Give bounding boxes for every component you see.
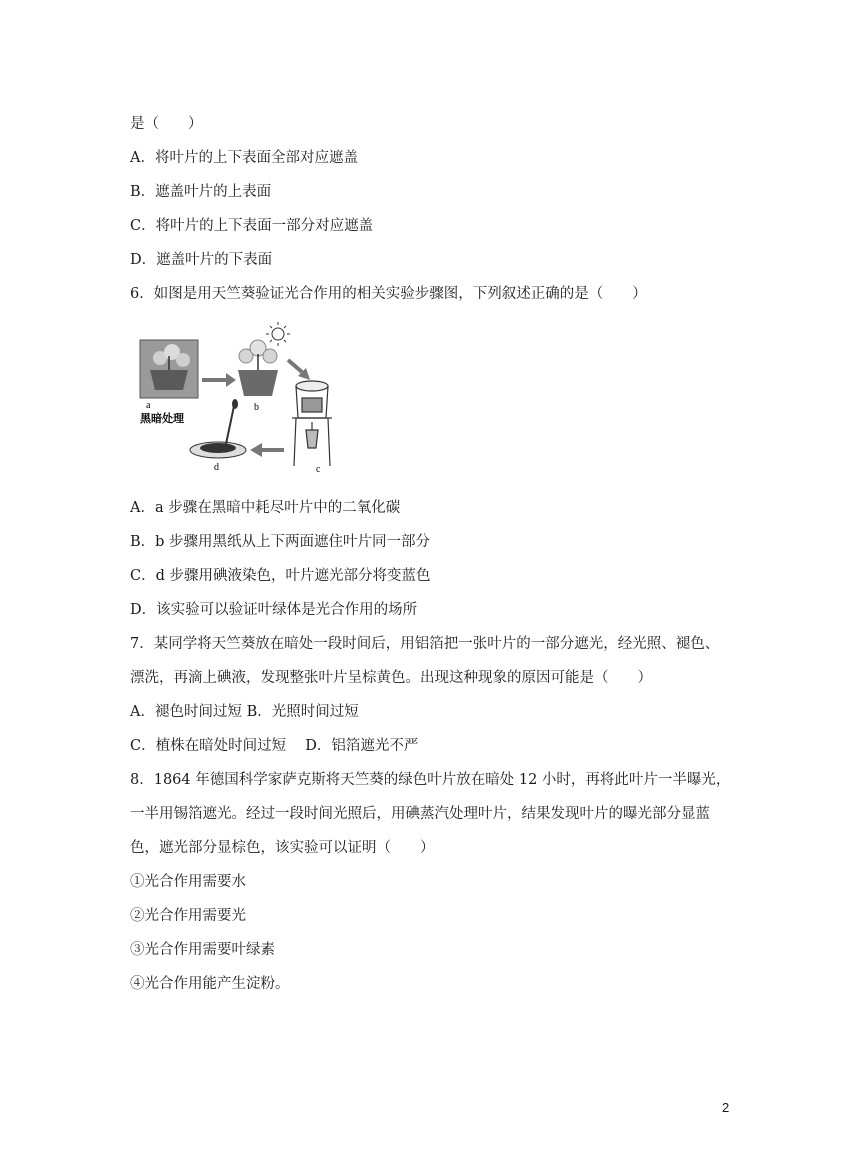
experiment-diagram [138, 318, 358, 480]
options-7ab: A．褪色时间过短 B．光照时间过短 [130, 704, 359, 720]
question-8-stem-line-3: 色，遮光部分显棕色，该实验可以证明（ ） [130, 840, 435, 856]
label-c: c [316, 464, 321, 475]
statement-8-2: ②光合作用需要光 [130, 908, 246, 924]
options-7cd: C．植株在暗处时间过短 D．铝箔遮光不严 [130, 738, 419, 754]
step-a-dark-plant-figure [140, 340, 198, 398]
step-d-iodine-staining-figure [190, 399, 246, 458]
option-6d: D．该实验可以验证叶绿体是光合作用的场所 [130, 602, 418, 618]
option-5a: A．将叶片的上下表面全部对应遮盖 [130, 150, 358, 166]
page-number: 2 [722, 1100, 730, 1115]
step-b-sunlit-plant-figure [238, 322, 290, 396]
question-5-stem-end: 是（ ） [130, 116, 203, 132]
label-d: d [214, 462, 219, 473]
step-c-heating-figure [292, 381, 332, 466]
option-6c: C．d 步骤用碘液染色，叶片遮光部分将变蓝色 [130, 568, 431, 584]
question-7-stem-line-1: 7．某同学将天竺葵放在暗处一段时间后，用铝箔把一张叶片的一部分遮光，经光照、褪色、 [130, 636, 720, 652]
option-5c: C．将叶片的上下表面一部分对应遮盖 [130, 218, 374, 234]
option-5d: D．遮盖叶片的下表面 [130, 252, 273, 268]
option-6a: A．a 步骤在黑暗中耗尽叶片中的二氧化碳 [130, 500, 401, 516]
question-7-stem-line-2: 漂洗，再滴上碘液，发现整张叶片呈棕黄色。出现这种现象的原因可能是（ ） [130, 670, 652, 686]
label-a-caption: 黑暗处理 [140, 412, 184, 425]
question-8-stem-line-1: 8．1864 年德国科学家萨克斯将天竺葵的绿色叶片放在暗处 12 小时，再将此叶片一半曝光， [130, 772, 731, 788]
question-6-stem: 6．如图是用天竺葵验证光合作用的相关实验步骤图，下列叙述正确的是（ ） [130, 286, 647, 302]
statement-8-3: ③光合作用需要叶绿素 [130, 942, 275, 958]
label-b: b [254, 402, 259, 413]
option-5b: B．遮盖叶片的上表面 [130, 184, 272, 200]
option-6b: B．b 步骤用黑纸从上下两面遮住叶片同一部分 [130, 534, 431, 550]
statement-8-1: ①光合作用需要水 [130, 874, 246, 890]
question-8-stem-line-2: 一半用锡箔遮光。经过一段时间光照后，用碘蒸汽处理叶片，结果发现叶片的曝光部分显蓝 [130, 806, 710, 822]
statement-8-4: ④光合作用能产生淀粉。 [130, 976, 290, 992]
label-a: a [146, 400, 151, 411]
